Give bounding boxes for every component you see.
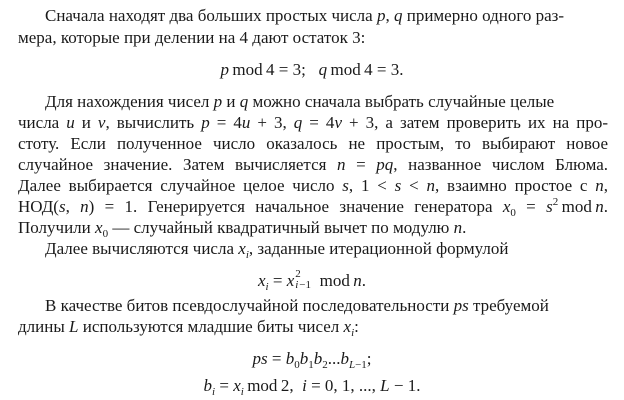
paragraph-2-line-2 — [18, 113, 608, 133]
equation-mod-conditions — [0, 60, 624, 80]
paragraph-4-line-2 — [18, 317, 624, 337]
p2-l5-text: Далее выбирается случайное целое число s, 1 < s < n, взаимно простое с n, — [18, 176, 609, 195]
paragraph-2-line-5 — [18, 176, 608, 196]
paragraph-2-line-4 — [18, 155, 608, 175]
equation-bits — [0, 376, 624, 396]
p1-l1-text: Сначала находят два больших простых числа p, q примерно одного раз- — [45, 6, 565, 25]
p4-l1-text: В качестве битов псевдослучайной последовательности ps требуемой — [45, 296, 549, 315]
paragraph-3-line-1 — [45, 239, 608, 259]
paragraph-2-line-6 — [18, 197, 608, 217]
p2-l2-text: числа u и v, вычислить p = 4u + 3, q = 4v + 3, а затем проверить их на про- — [18, 113, 609, 132]
paragraph-1-line-2 — [18, 28, 624, 48]
p2-l1-text: Для нахождения чисел p и q можно сначала выбрать случайные целые — [45, 92, 555, 111]
p4-l2-text: длины L используются младшие биты чисел $x_i$: — [18, 317, 359, 339]
eq2-text: $x_i = x$ 2 i −1 mod n. — [257, 268, 367, 293]
eq1-text: p mod 4 = 3; q mod 4 = 3. — [220, 60, 404, 79]
eq3-text: ps = $b_0b_1b_2...b_{L-1}$; — [252, 349, 372, 371]
p1-l2-text: мера, которые при делении на 4 дают остаток 3: — [18, 28, 366, 47]
paragraph-2-line-3 — [18, 134, 608, 154]
eq4-text: $b_i = x_i$ mod 2, i = 0, 1, ..., L − 1. — [203, 376, 421, 398]
p2-l4-text: случайное значение. Затем вычисляется n = pq, названное числом Блюма. — [18, 155, 609, 174]
equation-iteration — [0, 268, 624, 293]
paragraph-2-line-7 — [18, 218, 624, 238]
paragraph-1-line-1 — [45, 6, 608, 26]
p2-l6-text: НОД(s, n) = 1. Генерируется начальное значение генератора $x_0 = s^2$ mod n. — [18, 196, 608, 219]
p3-l1-text: Далее вычисляются числа $x_i$, заданные итерационной формулой — [45, 239, 509, 261]
p2-l3-text: стоту. Если полученное число оказалось не простым, то выбирают новое — [18, 134, 608, 153]
paragraph-2-line-1 — [45, 92, 608, 112]
equation-sequence — [0, 349, 624, 369]
paragraph-4-line-1 — [45, 296, 608, 316]
p2-l7-text: Получили $x_0$ — случайный квадратичный вычет по модулю n. — [18, 218, 467, 240]
